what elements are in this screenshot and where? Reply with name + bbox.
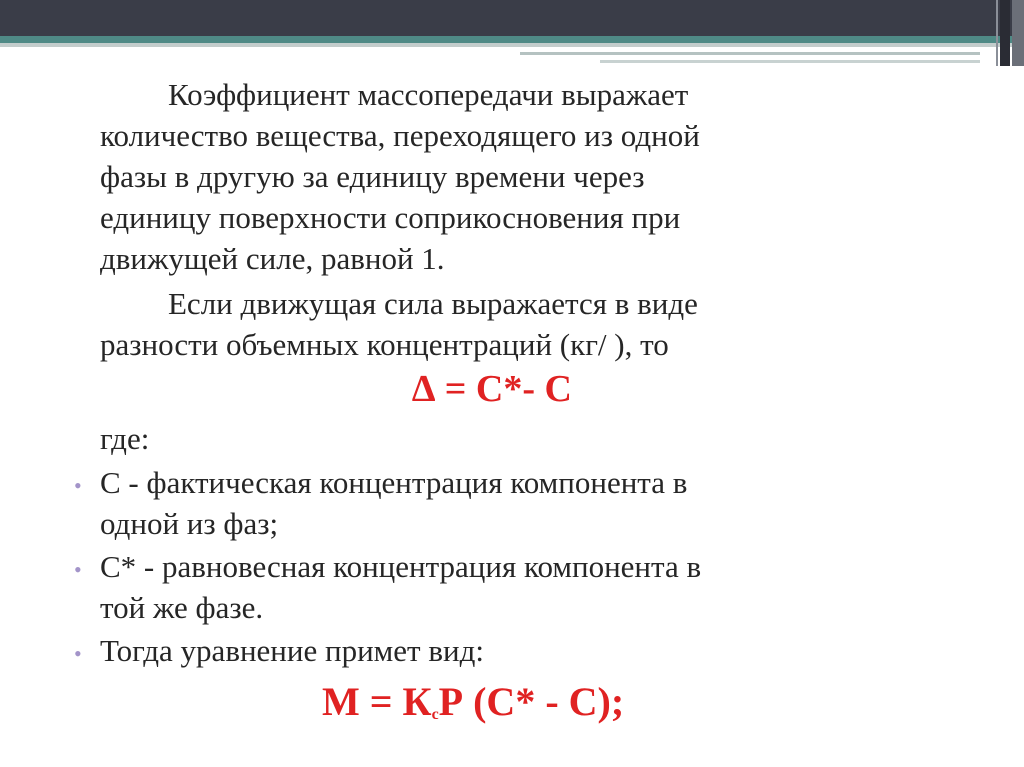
paragraph1-line: Коэффициент массопередачи выражает <box>168 77 689 112</box>
bullet-line: С - фактическая концентрация компонента в <box>100 465 688 500</box>
header-teal-stripe <box>0 36 1024 43</box>
equation-left: М = К <box>322 679 432 724</box>
paragraph2-line: разности объемных концентраций (кг/ ), то <box>100 327 669 362</box>
corner-accent-block <box>1000 0 1010 66</box>
paragraph2-line: Если движущая сила выражается в виде <box>168 286 698 321</box>
paragraph1-line: движущей силе, равной 1. <box>100 241 445 276</box>
header-pale-stripe <box>0 43 1024 47</box>
corner-accent-block <box>1012 0 1024 66</box>
mass-transfer-equation <box>322 678 624 739</box>
bullet-line: Тогда уравнение примет вид: <box>100 633 484 668</box>
header-accent-line <box>600 60 980 63</box>
header-bar <box>0 0 1024 36</box>
bullet-marker: • <box>74 473 82 498</box>
equation-right: Р (С* - С); <box>438 679 625 724</box>
bullet-line: одной из фаз; <box>100 506 279 541</box>
equation-subscript: c <box>431 706 439 723</box>
header-accent-line <box>520 52 980 55</box>
driving-force-formula: ∆ = С*- С <box>412 368 572 410</box>
paragraph1-line: количество вещества, переходящего из одной <box>100 118 700 153</box>
bullet-line: С* - равновесная концентрация компонента в <box>100 549 702 584</box>
bullet-marker: • <box>74 557 82 582</box>
bullet-marker: • <box>74 641 82 666</box>
corner-accent-line <box>996 0 998 66</box>
where-label: где: <box>100 421 150 456</box>
paragraph1-line: единицу поверхности соприкосновения при <box>100 200 681 235</box>
paragraph1-line: фазы в другую за единицу времени через <box>100 159 645 194</box>
bullet-line: той же фазе. <box>100 590 264 625</box>
